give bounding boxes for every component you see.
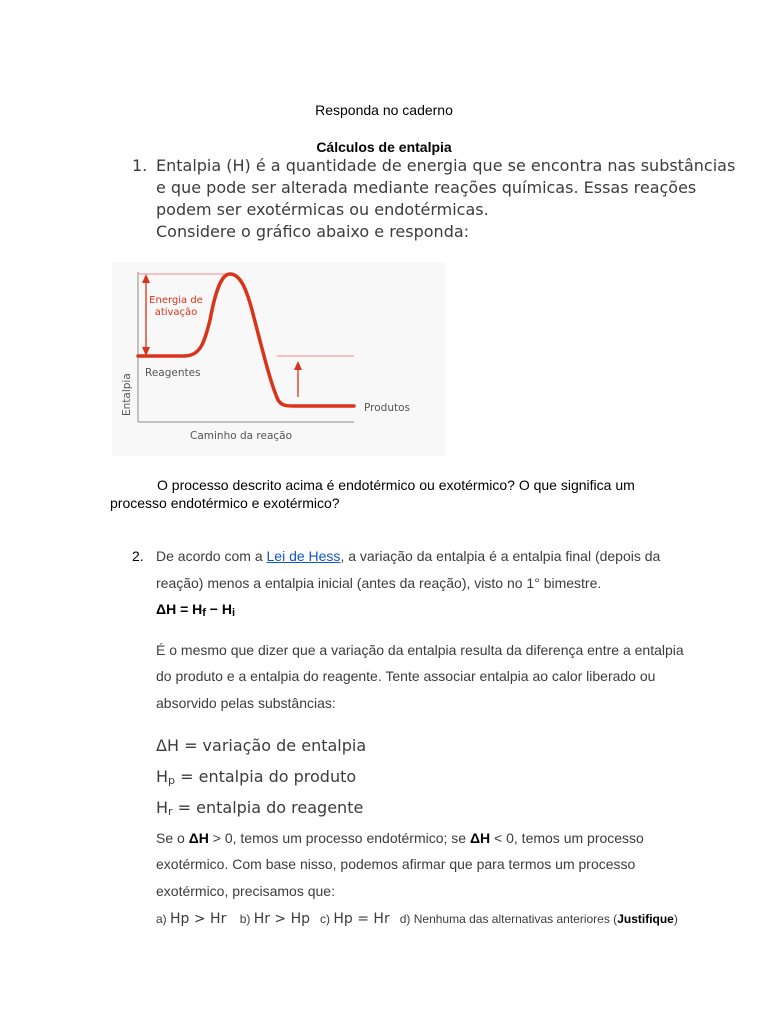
q1-line-3: podem ser exotérmicas ou endotérmicas.	[156, 200, 489, 219]
definition-hr	[156, 798, 363, 818]
definition-delta-h: ΔH = variação de entalpia	[156, 736, 367, 755]
definition-hp	[156, 767, 356, 787]
products-label: Produtos	[364, 402, 410, 414]
q2-paragraph-2-line-3: absorvido pelas substâncias:	[156, 695, 336, 711]
q2-number: 2.	[132, 548, 144, 564]
q2-paragraph-1-line-1	[156, 548, 660, 564]
q2-p1-pre: De acordo com a	[156, 548, 267, 564]
cond-e: < 0, temos um processo	[490, 830, 644, 846]
page-title: Cálculos de entalpia	[316, 139, 452, 155]
option-d-text: d) Nenhuma das alternativas anteriores (	[399, 912, 618, 926]
option-c-expression: Hp = Hr	[333, 911, 390, 927]
formula-mid: − H	[205, 601, 232, 617]
q1-number: 1.	[132, 156, 148, 175]
option-a-expression: Hp > Hr	[170, 911, 227, 927]
activation-label-1: Energia de	[149, 295, 203, 306]
def2-sub: p	[168, 774, 176, 787]
def2-h: H	[156, 767, 169, 786]
activation-arrow-head-up	[142, 274, 150, 283]
cond-c: > 0, temos um processo endotérmico; se	[208, 830, 470, 846]
formula-i: i	[232, 607, 236, 619]
def3-text: = entalpia do reagente	[172, 798, 364, 817]
formula-dh: ΔH = H	[156, 601, 203, 617]
option-d-close: )	[673, 912, 678, 926]
option-a-letter: a)	[156, 912, 167, 926]
lei-de-hess-link[interactable]: Lei de Hess	[266, 548, 341, 564]
option-b-expression: Hr > Hp	[253, 911, 311, 927]
def2-text: = entalpia do produto	[175, 767, 357, 786]
cond-d: ΔH	[469, 830, 491, 846]
q2-paragraph-2-line-1: É o mesmo que dizer que a variação da entalpia resulta da diferença entre a entalpia	[156, 642, 684, 658]
condition-line-3: exotérmico, precisamos que:	[156, 883, 335, 899]
formula-f: f	[202, 607, 206, 619]
cond-b: ΔH	[188, 830, 209, 846]
delta-h-formula	[156, 601, 235, 619]
y-axis-label: Entalpia	[121, 373, 133, 416]
cond-a: Se o	[156, 830, 189, 846]
reaction-curve	[138, 274, 354, 406]
q1-question-line-1: O processo descrito acima é endotérmico ou exotérmico? O que significa um	[157, 477, 635, 493]
def3-h: H	[156, 798, 169, 817]
q2-paragraph-2-line-2: do produto e a entalpia do reagente. Tente associar entalpia ao calor liberado ou	[156, 668, 656, 684]
def3-sub: r	[168, 805, 173, 818]
page-instruction: Responda no caderno	[315, 102, 453, 118]
q2-paragraph-1-line-2: reação) menos a entalpia inicial (antes da reação), visto no 1° bimestre.	[156, 575, 602, 591]
q1-line-4: Considere o gráfico abaixo e responda:	[156, 222, 470, 241]
enthalpy-diagram	[112, 262, 446, 456]
activation-label-2: ativação	[154, 307, 198, 318]
q1-question-line-2: processo endotérmico e exotérmico?	[110, 495, 340, 511]
q1-line-2: e que pode ser alterada mediante reações químicas. Essas reações	[156, 178, 697, 197]
answer-options	[156, 911, 678, 927]
delta-h-arrow-head	[294, 361, 302, 370]
q2-p1-post: , a variação da entalpia é a entalpia final (depois da	[340, 548, 661, 564]
reagents-label: Reagentes	[145, 367, 201, 379]
option-b-letter: b)	[239, 912, 251, 926]
option-d-justifique: Justifique	[617, 912, 674, 926]
q1-line-1: Entalpia (H) é a quantidade de energia que se encontra nas substâncias	[156, 156, 736, 175]
x-axis-label: Caminho da reação	[190, 430, 293, 442]
condition-line-1	[156, 830, 644, 846]
option-c-letter: c)	[320, 912, 331, 926]
condition-line-2: exotérmico. Com base nisso, podemos afirmar que para termos um processo	[156, 856, 636, 872]
